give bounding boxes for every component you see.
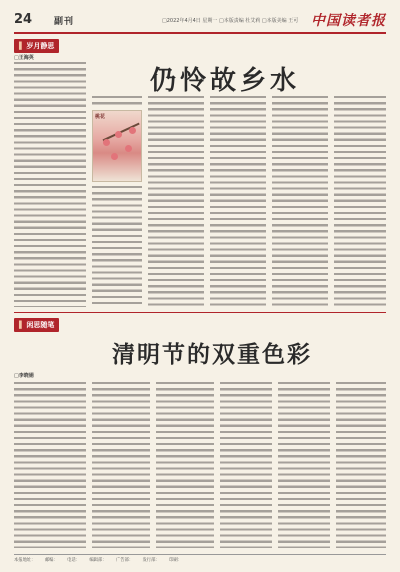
article1-col-5	[272, 96, 328, 307]
article2-col-2	[92, 382, 150, 548]
article2-col-6	[336, 382, 386, 548]
article1-col-3	[148, 96, 204, 307]
page-header	[14, 10, 386, 30]
article-title-2: 清明节的双重色彩	[112, 341, 312, 368]
illustration-caption: 桃花	[95, 114, 106, 120]
blossom-shape	[103, 139, 110, 146]
section-divider	[14, 312, 386, 313]
blossom-shape	[115, 131, 122, 138]
brand-logo: 中国读者报	[311, 13, 386, 29]
article2-col-3	[156, 382, 214, 548]
article2-col-5	[278, 382, 330, 548]
footer-item: 电话：	[67, 558, 81, 563]
column-label-1: ▌ 岁月静思	[14, 39, 59, 53]
article-title-1: 仍怜故乡水	[150, 66, 301, 96]
footer-item: 本报地址：	[14, 558, 36, 563]
blossom-shape	[125, 145, 132, 152]
footer-item: 编辑部：	[89, 558, 107, 563]
column-label-2: ▌ 闲思随笔	[14, 318, 59, 332]
blossom-shape	[129, 127, 136, 134]
footer-item: 邮编：	[44, 558, 58, 563]
blossom-shape	[111, 153, 118, 160]
article2-col-4	[220, 382, 272, 548]
footer-item: 印刷：	[169, 558, 182, 563]
plum-blossom-illustration	[92, 110, 142, 182]
author-1: □王海英	[14, 55, 34, 61]
article1-col-2b	[92, 186, 142, 307]
footer-item: 广告部：	[115, 558, 134, 563]
article1-col-1	[14, 62, 86, 307]
dateline: □2022年4月4日 星期一 □本版责编 杜艾莉 □本版美编 王可	[162, 18, 299, 24]
author-2: □李晓娟	[14, 373, 34, 379]
article2-col-1	[14, 382, 86, 548]
page-footer	[14, 554, 386, 564]
article1-col-4	[210, 96, 266, 307]
section-name: 副刊	[54, 17, 75, 27]
footer-item: 发行部：	[142, 558, 160, 563]
header-rule	[14, 32, 386, 34]
page-number: 24	[14, 12, 33, 27]
article1-col-6	[334, 96, 386, 307]
article1-col-2	[92, 96, 142, 108]
